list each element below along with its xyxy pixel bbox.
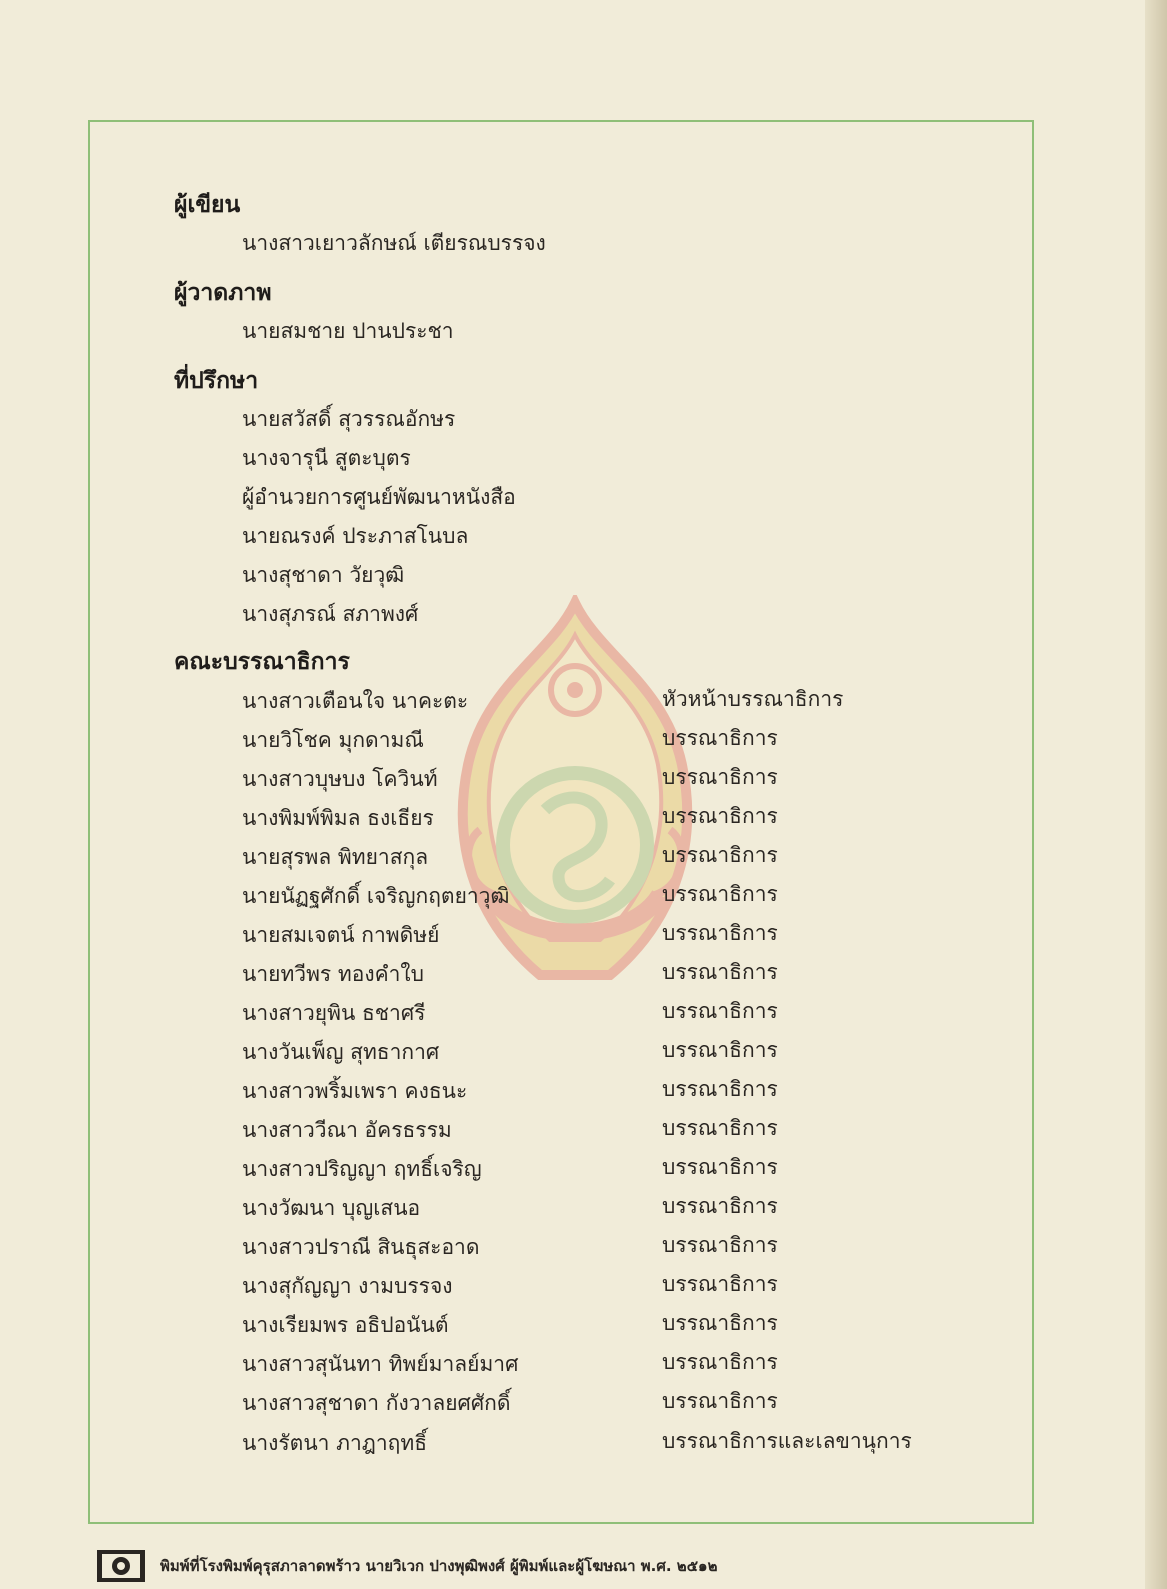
advisor-name: นายสวัสดิ์ สุวรรณอักษร <box>242 407 456 431</box>
editor-name: นายสุรพล พิทยาสกุล <box>242 845 429 869</box>
editor-role: หัวหน้าบรรณาธิการ <box>662 687 844 711</box>
editor-role: บรรณาธิการ <box>662 765 778 789</box>
editor-role: บรรณาธิการ <box>662 843 778 867</box>
editor-role: บรรณาธิการ <box>662 921 778 945</box>
editor-name: นายทวีพร ทองคำใบ <box>242 962 425 986</box>
editor-role: บรรณาธิการ <box>662 999 778 1023</box>
editor-name: นางสาวพริ้มเพรา คงธนะ <box>242 1079 468 1103</box>
advisor-name: นายณรงค์ ประภาสโนบล <box>242 524 469 548</box>
heading-editors: คณะบรรณาธิการ <box>174 649 350 675</box>
editor-role: บรรณาธิการ <box>662 1233 778 1257</box>
footer-text: พิมพ์ที่โรงพิมพ์คุรุสภาลาดพร้าว นายวิเวก ปางพุฒิพงศ์ ผู้พิมพ์และผู้โฆษณา พ.ศ. ๒๕๑๒ <box>160 1557 718 1575</box>
advisor-name: ผู้อำนวยการศูนย์พัฒนาหนังสือ <box>242 485 516 509</box>
editor-role: บรรณาธิการ <box>662 960 778 984</box>
editor-name: นางรัตนา ภาฎาฤทธิ์ <box>242 1431 428 1455</box>
editor-role: บรรณาธิการ <box>662 882 778 906</box>
editor-role: บรรณาธิการ <box>662 1077 778 1101</box>
editor-name: นายวิโชค มุกดามณี <box>242 728 424 752</box>
editor-role: บรรณาธิการ <box>662 1194 778 1218</box>
illustrator-name: นายสมชาย ปานประชา <box>242 319 454 343</box>
editor-role: บรรณาธิการ <box>662 1311 778 1335</box>
editor-name: นางสาวสุชาดา กังวาลยศศักดิ์ <box>242 1391 511 1415</box>
heading-author: ผู้เขียน <box>174 192 241 218</box>
editor-name: นางสาวสุนันทา ทิพย์มาลย์มาศ <box>242 1352 519 1376</box>
editor-name: นางสาววีณา อัครธรรม <box>242 1118 452 1142</box>
editor-role: บรรณาธิการ <box>662 1038 778 1062</box>
printer-seal-icon <box>96 1549 146 1583</box>
editor-name: นางสาวยุพิน ธชาศรี <box>242 1001 426 1025</box>
editor-role: บรรณาธิการ <box>662 1155 778 1179</box>
editor-name: นางพิมพ์พิมล ธงเธียร <box>242 806 434 830</box>
advisor-name: นางสุชาดา วัยวุฒิ <box>242 563 405 587</box>
editor-name: นางสาวเตือนใจ นาคะตะ <box>242 689 469 713</box>
heading-illustrator: ผู้วาดภาพ <box>174 280 272 306</box>
editor-role: บรรณาธิการ <box>662 726 778 750</box>
advisor-name: นางสุภรณ์ สภาพงศ์ <box>242 602 419 626</box>
page-edge <box>1145 0 1167 1589</box>
editor-role: บรรณาธิการ <box>662 1116 778 1140</box>
editor-role: บรรณาธิการ <box>662 1272 778 1296</box>
editor-name: นางสาวปราณี สินธุสะอาด <box>242 1235 480 1259</box>
editor-name: นางเรียมพร อธิปอนันต์ <box>242 1313 449 1337</box>
editor-name: นายสมเจตน์ กาพดิษย์ <box>242 923 440 947</box>
editor-role: บรรณาธิการและเลขานุการ <box>662 1429 912 1453</box>
editor-role: บรรณาธิการ <box>662 804 778 828</box>
editor-name: นางสาวบุษบง โควินท์ <box>242 767 438 791</box>
footer-imprint <box>96 1549 717 1583</box>
author-name: นางสาวเยาวลักษณ์ เตียรณบรรจง <box>242 231 546 255</box>
advisor-name: นางจารุนี สูตะบุตร <box>242 446 411 470</box>
editor-name: นางสาวปริญญา ฤทธิ์เจริญ <box>242 1157 482 1181</box>
editor-name: นายนัฏฐศักดิ์ เจริญกฤตยาวุฒิ <box>242 884 510 908</box>
editor-role: บรรณาธิการ <box>662 1389 778 1413</box>
editor-name: นางวันเพ็ญ สุทธากาศ <box>242 1040 440 1064</box>
editor-name: นางวัฒนา บุญเสนอ <box>242 1196 421 1220</box>
editor-role: บรรณาธิการ <box>662 1350 778 1374</box>
heading-advisors: ที่ปรึกษา <box>174 368 259 394</box>
editor-name: นางสุกัญญา งามบรรจง <box>242 1274 453 1298</box>
